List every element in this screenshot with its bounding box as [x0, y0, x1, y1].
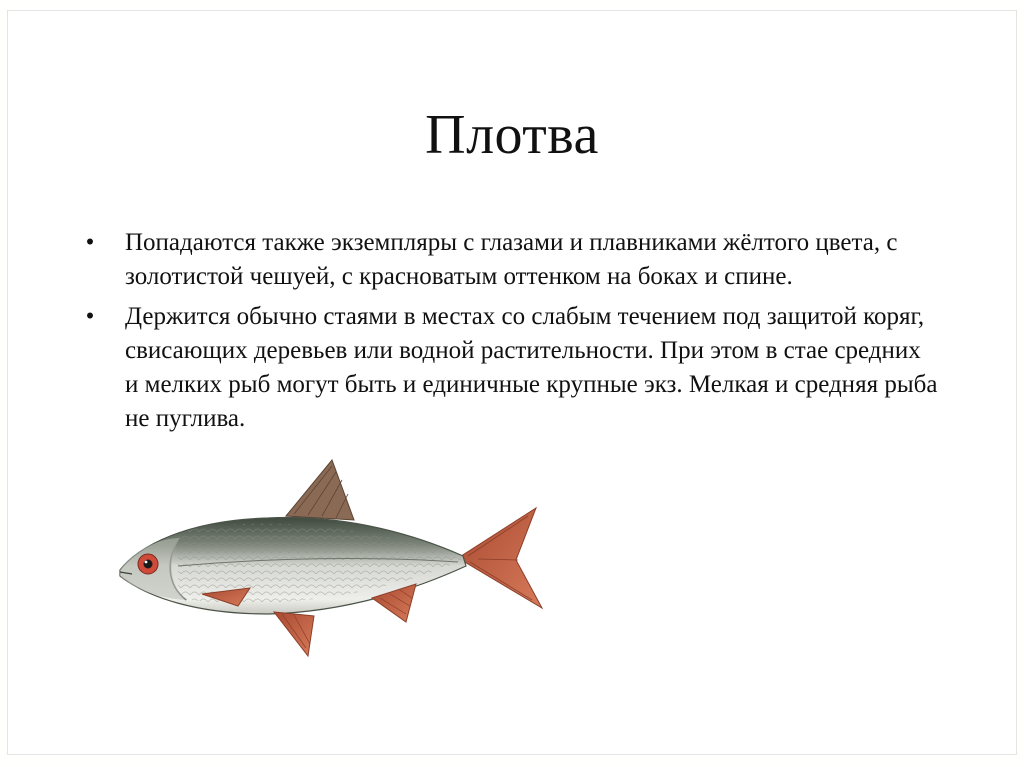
bullet-text: Держится обычно стаями в местах со слабым течением под защитой коряг, свисающих деревьев или водной растительности. При этом в стае средних и мелких рыб могут быть и единичные крупные экз. Мелкая и средняя рыба не пуглива.	[125, 303, 938, 432]
bullet-icon: •	[85, 303, 95, 330]
slide-title: Плотва	[425, 104, 599, 166]
bullet-item	[80, 300, 940, 436]
bullet-item	[80, 226, 940, 294]
bullet-list	[80, 226, 940, 442]
bullet-icon: •	[85, 229, 95, 256]
bullet-text: Попадаются также экземпляры с глазами и плавниками жёлтого цвета, с золотистой чешуей, с красноватым оттенком на боках и спине.	[125, 229, 898, 290]
fish-image	[118, 448, 548, 658]
roach-fish-icon	[118, 448, 548, 658]
